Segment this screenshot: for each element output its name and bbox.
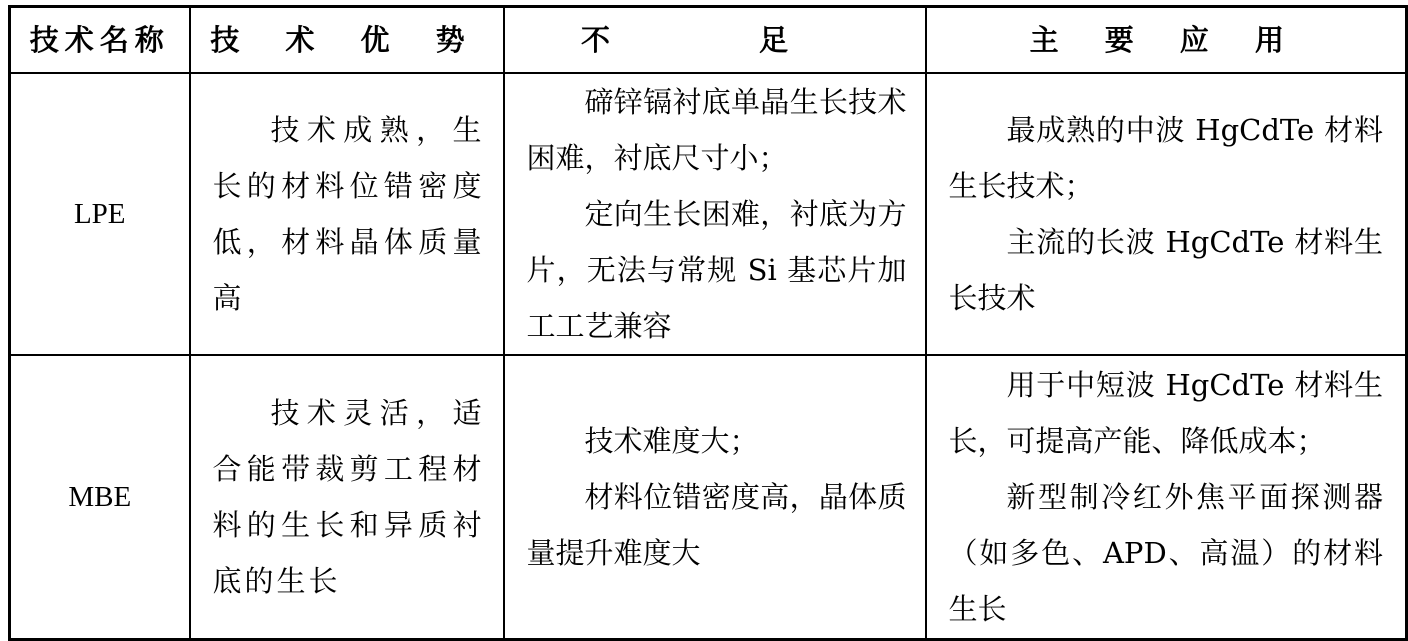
- disadvantages-cell: [504, 73, 926, 355]
- application-item: 最成熟的中波 HgCdTe 材料生长技术；: [948, 113, 1383, 203]
- header-advantages: 技 术 优 势: [190, 7, 504, 74]
- advantages-cell: [190, 73, 504, 355]
- disadvantages-cell: [504, 355, 926, 640]
- disadvantage-item: 碲锌镉衬底单晶生长技术困难，衬底尺寸小；: [526, 85, 907, 175]
- disadvantage-item: 材料位错密度高，晶体质量提升难度大: [526, 480, 907, 570]
- application-item: 用于中短波 HgCdTe 材料生长，可提高产能、降低成本；: [948, 368, 1383, 458]
- table-row-lpe: [10, 73, 1407, 355]
- advantages-text: 技术灵活，适合能带裁剪工程材料的生长和异质衬底的生长: [212, 396, 485, 598]
- header-tech-name: 技术名称: [10, 7, 190, 74]
- header-row: [10, 7, 1407, 74]
- advantages-cell: [190, 355, 504, 640]
- disadvantage-item: 定向生长困难，衬底为方片，无法与常规 Si 基芯片加工工艺兼容: [526, 197, 907, 343]
- disadvantage-item: 技术难度大；: [584, 424, 759, 458]
- table-row-mbe: [10, 355, 1407, 640]
- advantages-text: 技术成熟，生长的材料位错密度低，材料晶体质量高: [212, 113, 485, 315]
- applications-cell: [926, 355, 1407, 640]
- header-applications: 主 要 应 用: [926, 7, 1407, 74]
- tech-name-cell: MBE: [10, 355, 190, 640]
- application-item: 新型制冷红外焦平面探测器（如多色、APD、高温）的材料生长: [948, 480, 1383, 626]
- comparison-table-frame: [8, 5, 1405, 632]
- technology-comparison-table: [8, 5, 1408, 641]
- tech-name-cell: LPE: [10, 73, 190, 355]
- header-disadvantages: 不 足: [504, 7, 926, 74]
- applications-cell: [926, 73, 1407, 355]
- application-item: 主流的长波 HgCdTe 材料生长技术: [948, 225, 1383, 315]
